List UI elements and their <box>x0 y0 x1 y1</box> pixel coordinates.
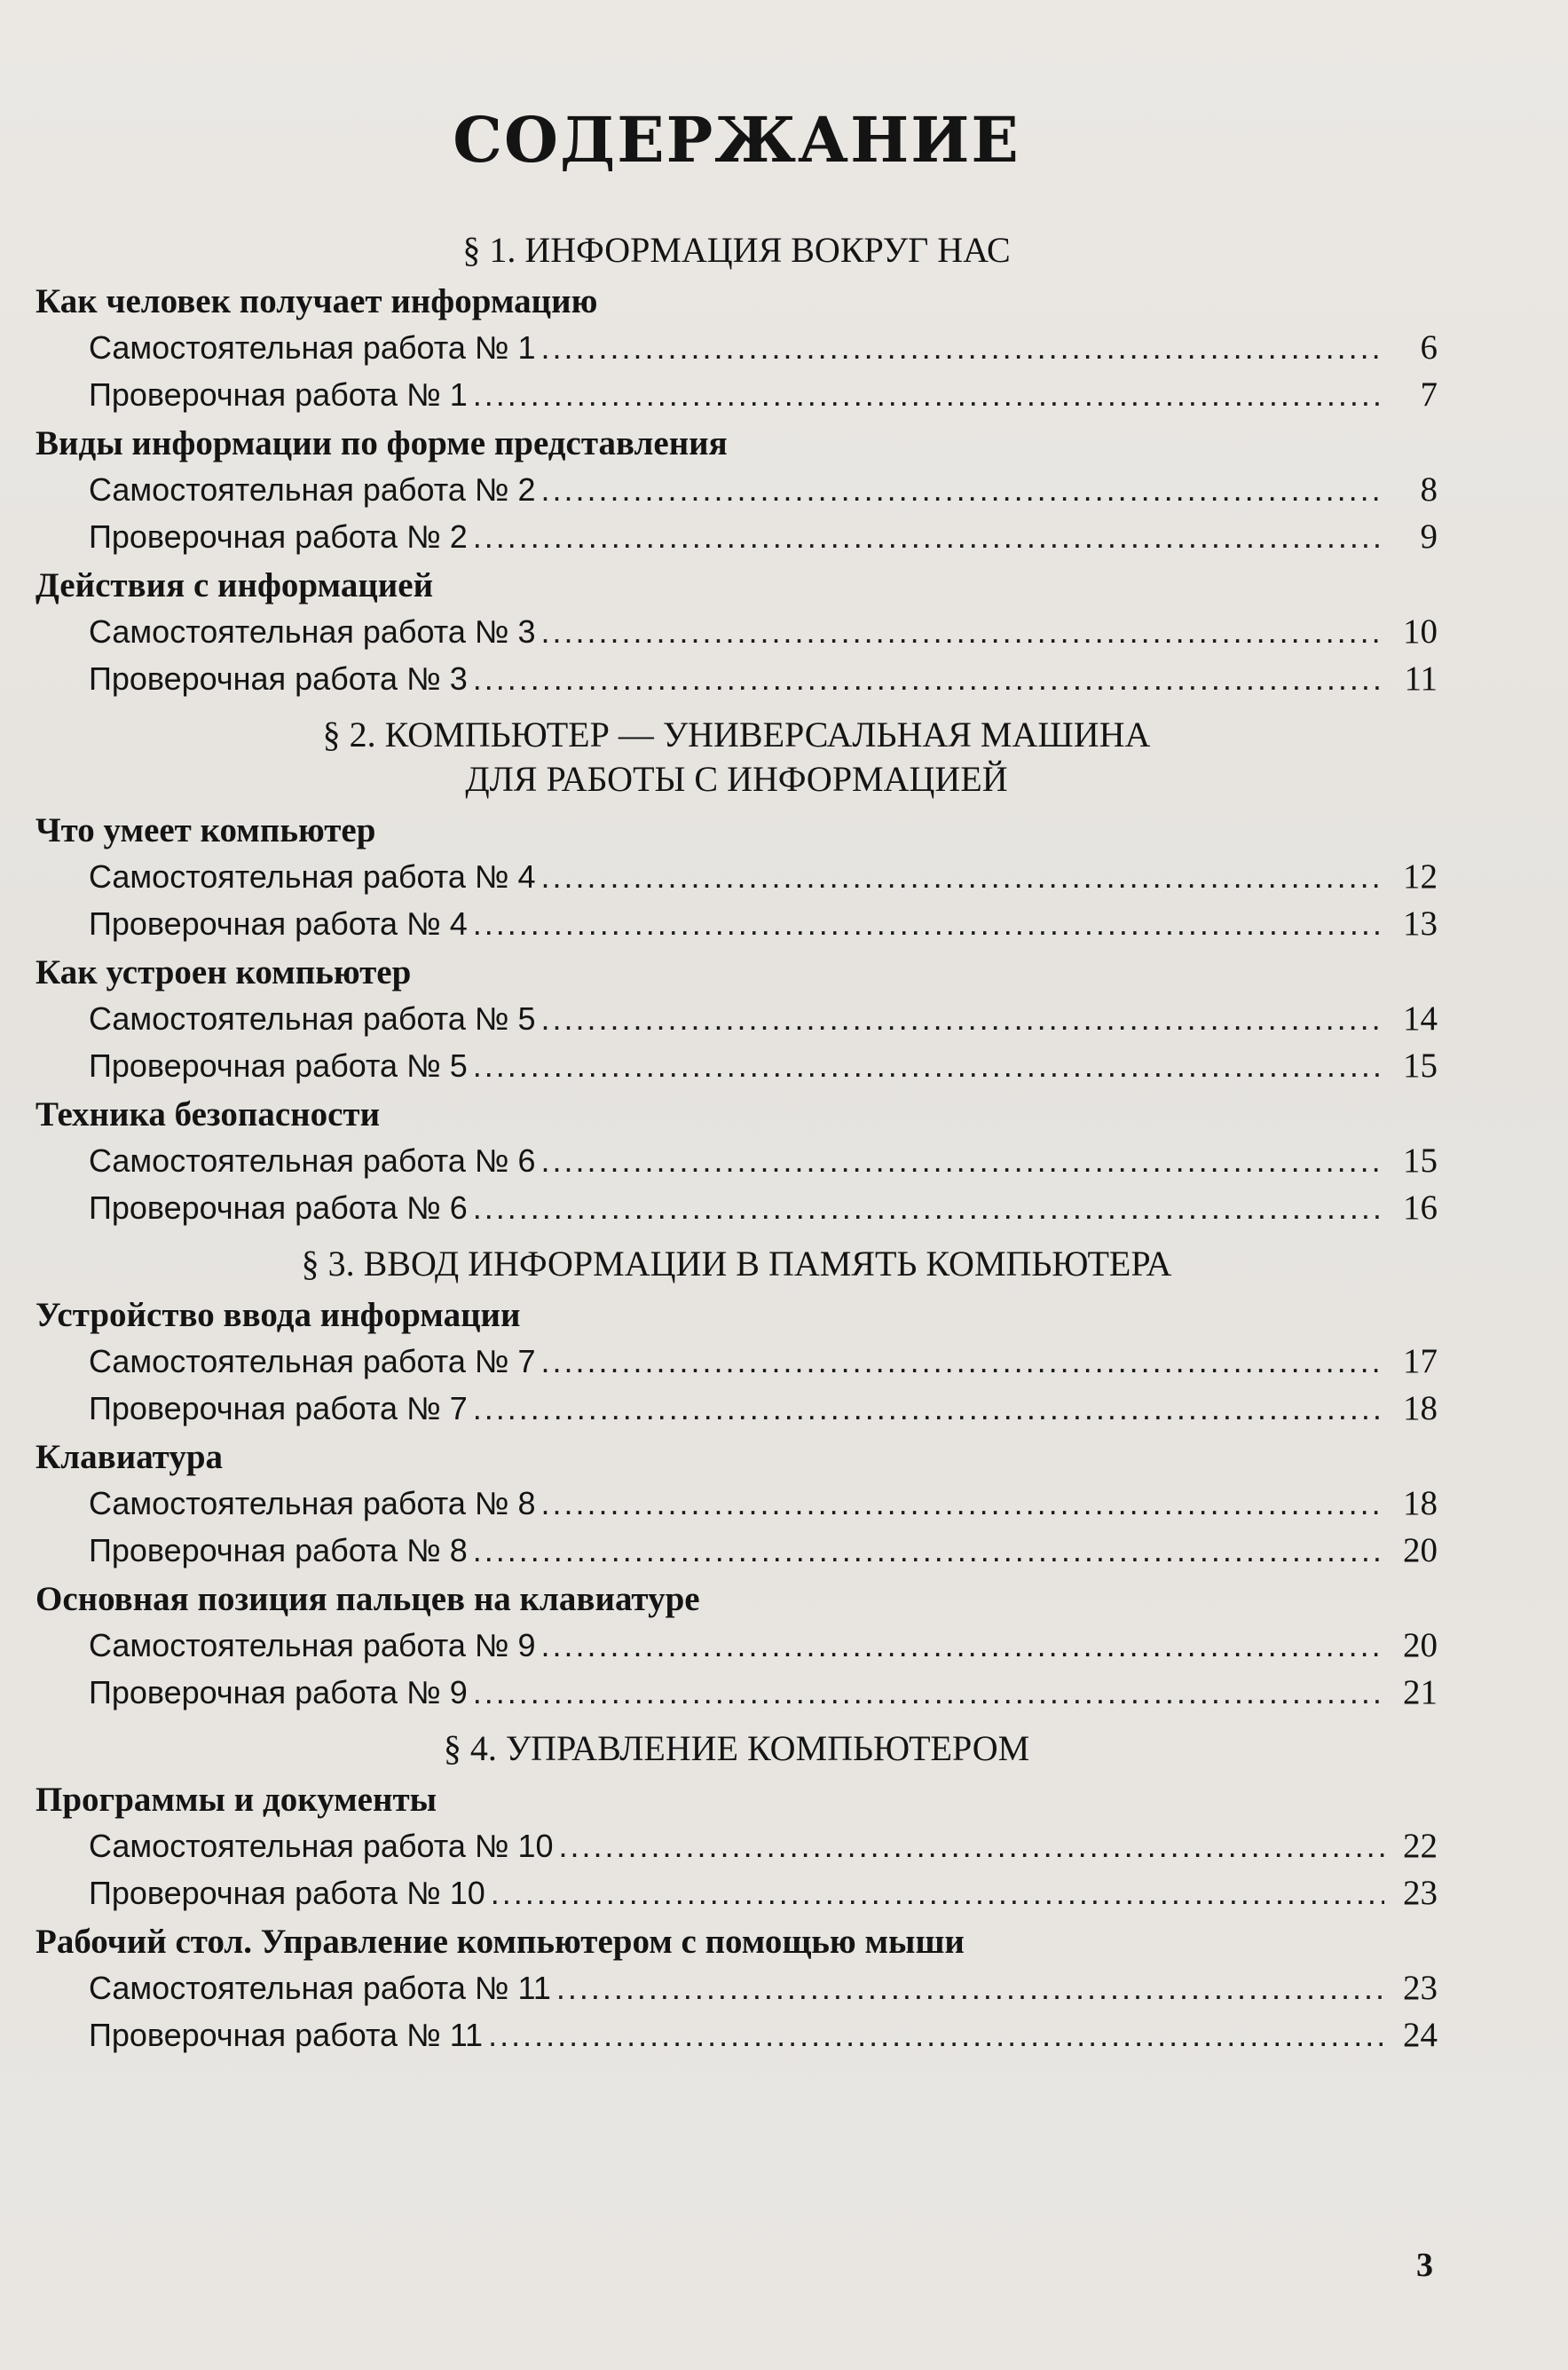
entry-page-number: 16 <box>1403 1189 1438 1227</box>
dot-leader <box>473 513 1384 560</box>
entry-page-number: 20 <box>1403 1626 1438 1664</box>
entry-label: Проверочная работа № 4 <box>89 905 468 942</box>
section-heading <box>35 226 1438 276</box>
section-heading-line: § 4. УПРАВЛЕНИЕ КОМПЬЮТЕРОМ <box>443 1728 1030 1768</box>
entry-label: Проверочная работа № 3 <box>89 660 468 697</box>
toc-entry <box>89 608 1438 655</box>
entry-label: Проверочная работа № 8 <box>89 1532 468 1568</box>
dot-leader <box>473 1669 1384 1716</box>
dot-leader <box>541 1338 1384 1385</box>
section-heading <box>35 1725 1438 1774</box>
toc-entry <box>89 1385 1438 1432</box>
dot-leader <box>473 1385 1384 1432</box>
entry-page-number: 21 <box>1403 1673 1438 1711</box>
entry-label: Проверочная работа № 6 <box>89 1189 468 1226</box>
topic-heading: Программы и документы <box>35 1781 437 1819</box>
dot-leader <box>473 1527 1384 1574</box>
dot-leader <box>559 1822 1384 1869</box>
entry-page-number: 15 <box>1403 1142 1438 1180</box>
entry-page-number: 24 <box>1403 2016 1438 2054</box>
topic-heading: Действия с информацией <box>35 566 434 604</box>
toc-entry <box>89 2011 1438 2058</box>
toc-entry <box>89 466 1438 513</box>
entry-page-number: 15 <box>1403 1047 1438 1085</box>
entry-label: Самостоятельная работа № 6 <box>89 1142 536 1179</box>
dot-leader <box>541 995 1384 1042</box>
dot-leader <box>473 1184 1384 1231</box>
topic-heading: Техника безопасности <box>35 1095 381 1134</box>
toc-entry <box>89 995 1438 1042</box>
toc-entry <box>89 513 1438 560</box>
dot-leader <box>541 1622 1384 1669</box>
entry-page-number: 6 <box>1420 328 1438 367</box>
entry-page-number: 23 <box>1403 1874 1438 1912</box>
entry-page-number: 9 <box>1420 517 1438 556</box>
section-heading-line: ДЛЯ РАБОТЫ С ИНФОРМАЦИЕЙ <box>465 759 1008 799</box>
topic-heading: Основная позиция пальцев на клавиатуре <box>35 1580 700 1618</box>
toc-entry <box>89 1869 1438 1916</box>
dot-leader <box>491 1869 1384 1916</box>
dot-leader <box>488 2011 1384 2058</box>
entry-label: Проверочная работа № 5 <box>89 1047 468 1084</box>
entry-page-number: 23 <box>1403 1969 1438 2007</box>
section-heading-line: § 2. КОМПЬЮТЕР — УНИВЕРСАЛЬНАЯ МАШИНА <box>322 715 1151 754</box>
section-heading <box>35 711 1438 805</box>
toc-entry <box>89 1184 1438 1231</box>
topic-heading: Устройство ввода информации <box>35 1296 521 1334</box>
entry-label: Проверочная работа № 11 <box>89 2017 484 2053</box>
topic-heading: Рабочий стол. Управление компьютером с помощью мыши <box>35 1923 965 1961</box>
entry-label: Проверочная работа № 2 <box>89 518 468 555</box>
page-number: 3 <box>1416 2247 1433 2284</box>
entry-page-number: 10 <box>1403 612 1438 651</box>
topic-heading: Как устроен компьютер <box>35 953 412 991</box>
toc-entry <box>89 1137 1438 1184</box>
entry-label: Самостоятельная работа № 7 <box>89 1343 536 1379</box>
toc-entry <box>89 1964 1438 2011</box>
toc-entry <box>89 371 1438 418</box>
entry-page-number: 14 <box>1403 999 1438 1038</box>
dot-leader <box>541 1137 1384 1184</box>
section-heading-line: § 3. ВВОД ИНФОРМАЦИИ В ПАМЯТЬ КОМПЬЮТЕРА <box>301 1244 1172 1284</box>
entry-label: Самостоятельная работа № 4 <box>89 858 536 895</box>
toc-entry <box>89 853 1438 900</box>
entry-label: Самостоятельная работа № 8 <box>89 1485 536 1521</box>
topic-heading: Как человек получает информацию <box>35 282 598 320</box>
dot-leader <box>541 853 1384 900</box>
entry-label: Самостоятельная работа № 1 <box>89 329 536 366</box>
toc-entry <box>89 324 1438 371</box>
toc-entry <box>89 1669 1438 1716</box>
section-heading-line: § 1. ИНФОРМАЦИЯ ВОКРУГ НАС <box>462 230 1011 270</box>
dot-leader <box>541 1480 1384 1527</box>
topic-heading: Виды информации по форме представления <box>35 424 728 462</box>
dot-leader <box>473 371 1384 418</box>
toc-entry <box>89 900 1438 947</box>
dot-leader <box>541 608 1384 655</box>
entry-label: Самостоятельная работа № 9 <box>89 1627 536 1663</box>
dot-leader <box>541 466 1384 513</box>
toc-entry <box>89 1527 1438 1574</box>
entry-label: Проверочная работа № 7 <box>89 1390 468 1426</box>
entry-page-number: 13 <box>1403 905 1438 943</box>
section-heading <box>35 1240 1438 1290</box>
entry-label: Самостоятельная работа № 2 <box>89 471 536 508</box>
dot-leader <box>556 1964 1384 2011</box>
topic-heading: Клавиатура <box>35 1438 224 1476</box>
toc-entry <box>89 1338 1438 1385</box>
dot-leader <box>473 655 1384 702</box>
entry-label: Самостоятельная работа № 3 <box>89 613 536 650</box>
dot-leader <box>473 900 1384 947</box>
toc-entry <box>89 1622 1438 1669</box>
entry-label: Самостоятельная работа № 10 <box>89 1828 554 1864</box>
entry-page-number: 8 <box>1420 470 1438 509</box>
table-of-contents <box>35 226 1438 2058</box>
topic-heading: Что умеет компьютер <box>35 811 376 849</box>
entry-page-number: 20 <box>1403 1531 1438 1569</box>
dot-leader <box>473 1042 1384 1089</box>
toc-entry <box>89 655 1438 702</box>
entry-page-number: 17 <box>1403 1342 1438 1380</box>
entry-label: Самостоятельная работа № 5 <box>89 1000 536 1037</box>
entry-page-number: 7 <box>1420 375 1438 414</box>
dot-leader <box>541 324 1384 371</box>
entry-page-number: 18 <box>1403 1389 1438 1427</box>
entry-page-number: 22 <box>1403 1827 1438 1865</box>
toc-entry <box>89 1480 1438 1527</box>
entry-label: Проверочная работа № 1 <box>89 376 468 413</box>
entry-page-number: 18 <box>1403 1484 1438 1522</box>
entry-page-number: 12 <box>1403 857 1438 896</box>
toc-entry <box>89 1822 1438 1869</box>
toc-entry <box>89 1042 1438 1089</box>
entry-label: Самостоятельная работа № 11 <box>89 1970 551 2006</box>
page-title: СОДЕРЖАНИЕ <box>453 103 1020 177</box>
entry-label: Проверочная работа № 10 <box>89 1875 485 1911</box>
entry-label: Проверочная работа № 9 <box>89 1674 468 1710</box>
entry-page-number: 11 <box>1404 660 1438 698</box>
